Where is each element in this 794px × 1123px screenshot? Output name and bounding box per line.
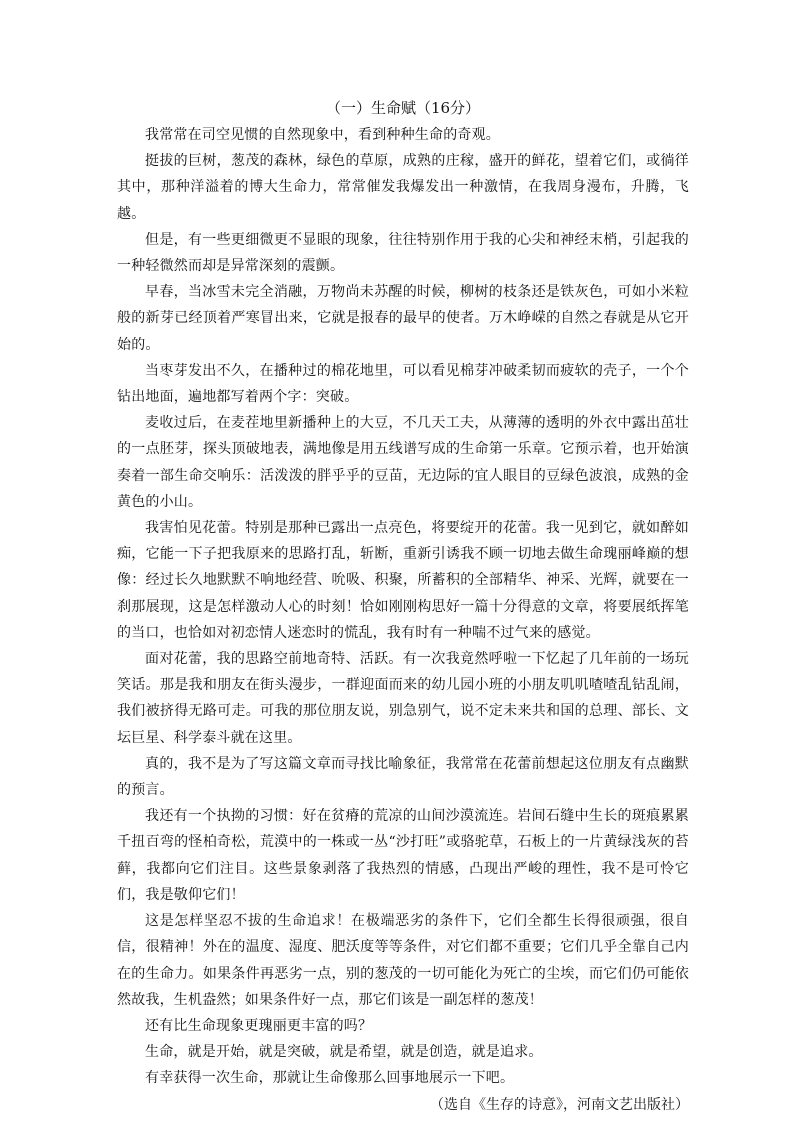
paragraph: 当枣芽发出不久，在播种过的棉花地里，可以看见棉芽冲破柔韧而疲软的壳子，一个个钻出地面，遍地都写着两个字：突破。 — [117, 362, 689, 406]
paragraph: 真的，我不是为了写这篇文章而寻找比喻象征，我常常在花蕾前想起这位朋友有点幽默的预言。 — [117, 755, 689, 799]
paragraph: 面对花蕾，我的思路空前地奇特、活跃。有一次我竟然呼啦一下忆起了几年前的一场玩笑话。那是我和朋友在街头漫步，一群迎面而来的幼儿园小班的小朋友叽叽喳喳乱钻乱闹，我们被挤得无路可走。可我的那位朋友说，别急别气，说不定未来共和国的总理、部长、文坛巨星、科学泰斗就在这里。 — [117, 651, 689, 746]
article-body — [117, 122, 689, 1092]
article — [117, 96, 689, 1118]
paragraph: 还有比生命现象更瑰丽更丰富的吗？ — [145, 1017, 373, 1034]
paragraph: 我害怕见花蕾。特别是那种已露出一点亮色，将要绽开的花蕾。我一见到它，就如醉如痴，它能一下子把我原来的思路打乱，斩断，重新引诱我不顾一切地去做生命瑰丽峰巅的想像：经过长久地默默不响地经营、吮吸、积聚，所蓄积的全部精华、神采、光辉，就要在一刹那展现，这是怎样激动人心的时刻！恰如刚刚构思好一篇十分得意的文章，将要展纸挥笔的当口，也恰如对初恋情人迷恋时的慌乱，我有时有一种喘不过气来的感觉。 — [117, 520, 689, 641]
source-citation: （选自《生存的诗意》，河南文艺出版社） — [430, 1096, 689, 1113]
paragraph: 我还有一个执拗的习惯：好在贫瘠的荒凉的山间沙漠流连。岩间石缝中生长的斑痕累累千扭百弯的怪柏奇松，荒漠中的一株或一丛“沙打旺”或骆驼草，石板上的一片黄绿浅灰的苔藓，我都向它们注目。这些景象剥落了我热烈的情感，凸现出严峻的理性，我不是可怜它们，我是敬仰它们！ — [117, 808, 689, 903]
paragraph: 但是，有一些更细微更不显眼的现象，往往特别作用于我的心尖和神经末梢，引起我的一种轻微然而却是异常深刻的震颤。 — [117, 231, 689, 275]
paragraph: 麦收过后，在麦茬地里新播种上的大豆，不几天工夫，从薄薄的透明的外衣中露出茁壮的一点胚芽，探头顶破地表，满地像是用五线谱写成的生命第一乐章。它预示着，也开始演奏着一部生命交响乐：活泼泼的胖乎乎的豆苗，无边际的宜人眼目的豆绿色波浪，成熟的金黄色的小山。 — [117, 415, 689, 510]
paragraph: 挺拔的巨树，葱茂的森林，绿色的草原，成熟的庄稼，盛开的鲜花，望着它们，或徜徉其中，那种洋溢着的博大生命力，常常催发我爆发出一种激情，在我周身漫布，升腾，飞越。 — [117, 153, 689, 222]
article-title: （一）生命赋（16分） — [325, 99, 481, 117]
paragraph: 我常常在司空见惯的自然现象中，看到种种生命的奇观。 — [145, 127, 500, 143]
paragraph: 有幸获得一次生命，那就让生命像那么回事地展示一下吧。 — [145, 1070, 515, 1087]
paragraph: 生命，就是开始，就是突破，就是希望，就是创造，就是追求。 — [145, 1044, 543, 1061]
paragraph: 这是怎样坚忍不拔的生命追求！在极端恶劣的条件下，它们全都生长得很顽强，很自信，很精神！外在的温度、湿度、肥沃度等等条件，对它们都不重要；它们几乎全靠自己内在的生命力。如果条件再恶劣一点，别的葱茂的一切可能化为死亡的尘埃，而它们仍可能依然故我，生机盎然；如果条件好一点，那它们该是一副怎样的葱茂！ — [117, 913, 689, 1008]
paragraph: 早春，当冰雪未完全消融，万物尚未苏醒的时候，柳树的枝条还是铁灰色，可如小米粒般的新芽已经顶着严寒冒出来，它就是报春的最早的使者。万木峥嵘的自然之春就是从它开始的。 — [117, 284, 689, 353]
